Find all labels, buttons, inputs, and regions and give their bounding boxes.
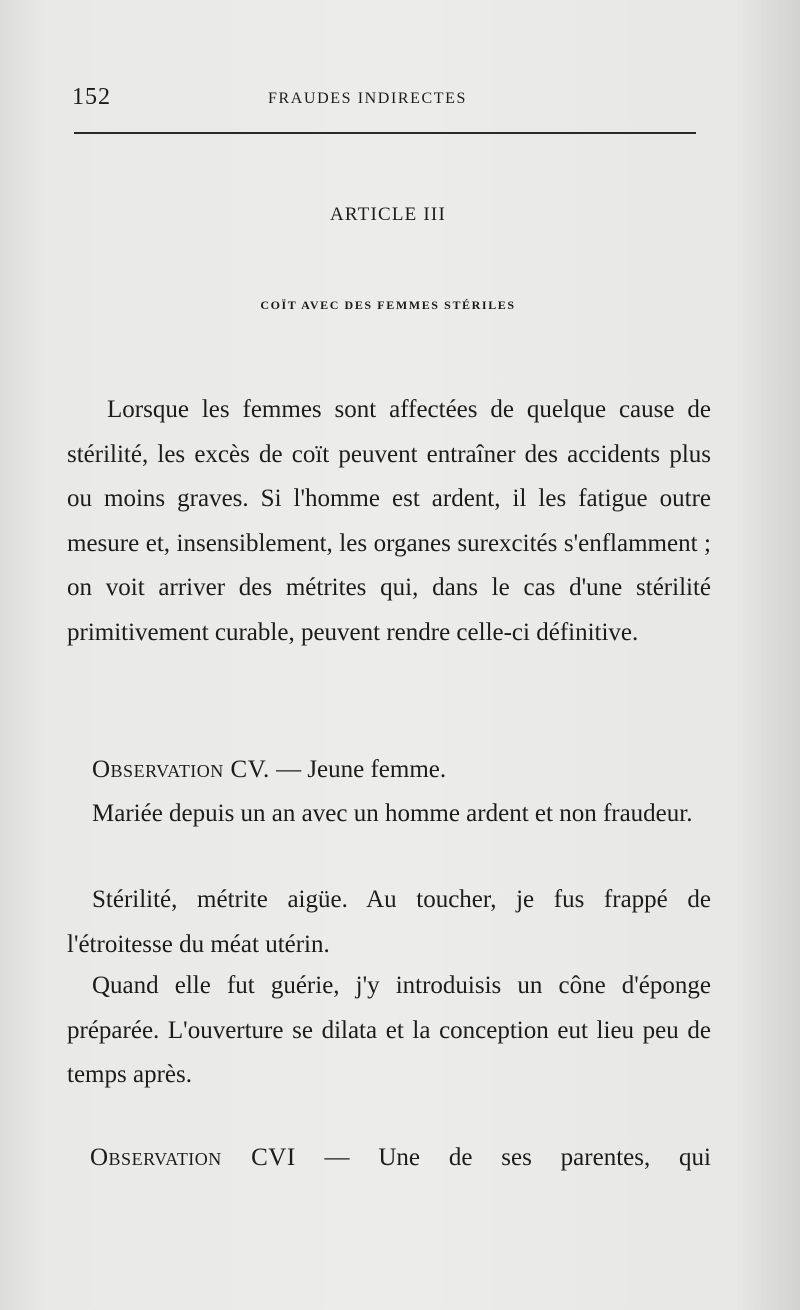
observation-cv-heading: [67, 748, 711, 793]
observation-cvi-text: — Une de ses parentes, qui: [295, 1144, 711, 1171]
observation-cv-paragraph-1: Mariée depuis un an avec un homme ardent et non fraudeur.: [92, 800, 693, 827]
section-title: COÏT AVEC DES FEMMES STÉRILES: [260, 298, 516, 312]
observation-cvi-label: Observation CVI: [90, 1144, 296, 1171]
observation-cv-paragraph-2: Stérilité, métrite aigüe. Au toucher, je fus frappé de l'étroitesse du méat utérin.: [67, 886, 711, 958]
observation-cv-paragraph-3: Quand elle fut guérie, j'y introduisis un cône d'éponge préparée. L'ouverture se dilata et la conception eut lieu peu de temps après.: [67, 972, 711, 1089]
observation-cv-label: Observation CV.: [92, 756, 270, 783]
observation-cvi-heading: [67, 1136, 711, 1181]
page-header: [72, 84, 696, 114]
header-rule: [74, 132, 696, 134]
page-number: 152: [72, 84, 111, 110]
intro-paragraph: Lorsque les femmes sont affectées de quelque cause de stérilité, les excès de coït peuvent entraîner des accidents plus ou moins graves. Si l'homme est ardent, il les fatigue outre mesure et, insensiblement, les organes surexcités s'enflamment ; on voit arriver des métrites qui, dans le cas d'une stérilité primitivement curable, peuvent rendre celle-ci définitive.: [67, 396, 711, 646]
article-title: ARTICLE III: [329, 204, 446, 225]
running-head: FRAUDES INDIRECTES: [268, 90, 468, 107]
observation-cv-subject: — Jeune femme.: [269, 756, 447, 783]
